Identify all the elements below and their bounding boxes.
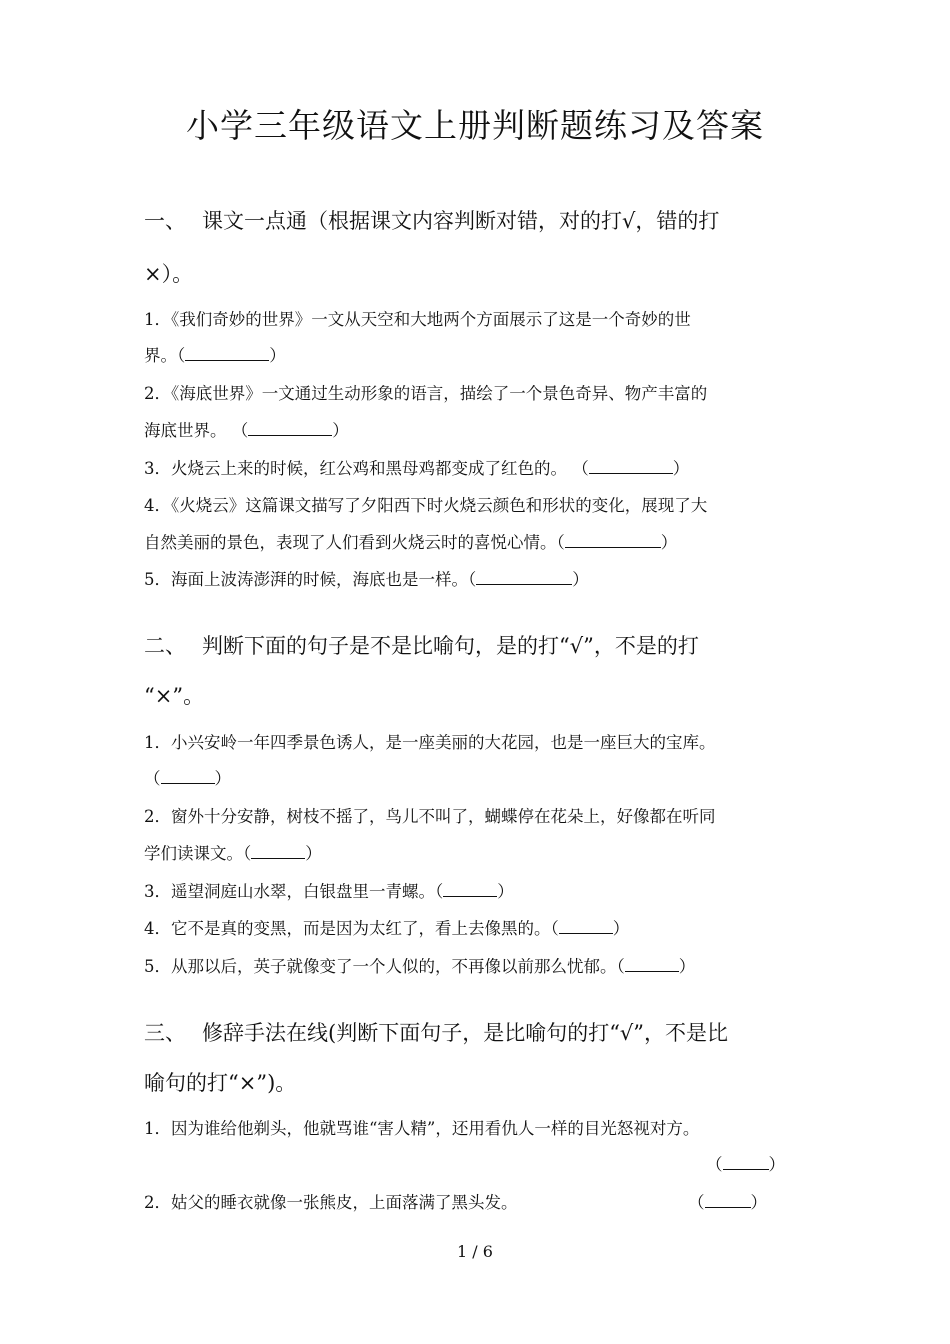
question-text: 4．《火烧云》这篇课文描写了夕阳西下时火烧云颜色和形状的变化，展现了大 — [144, 496, 708, 515]
section-heading-text: 判断下面的句子是不是比喻句，是的打“√”，不是的打 — [202, 634, 699, 658]
question-text: 4．它不是真的变黑，而是因为太红了，看上去像黑的。（ — [144, 919, 559, 938]
question-1-2-answer — [144, 419, 349, 443]
question-text: 3．遥望洞庭山水翠，白银盘里一青螺。（ — [144, 882, 444, 901]
question-2-5 — [144, 955, 695, 979]
answer-blank[interactable] — [248, 420, 332, 436]
question-text: 自然美丽的景色，表现了人们看到火烧云时的喜悦心情。（ — [144, 533, 565, 552]
section-heading-text: 修辞手法在线(判断下面句子，是比喻句的打“√”，不是比 — [202, 1021, 729, 1045]
answer-blank[interactable] — [443, 881, 497, 897]
question-1-2 — [144, 382, 707, 406]
section-number: 三、 — [144, 1021, 186, 1045]
question-text: ） — [678, 957, 696, 976]
question-text: （ — [706, 1155, 723, 1174]
question-2-1-answer — [144, 767, 231, 791]
question-text: ） — [269, 346, 286, 365]
page-indicator: 1 / 6 — [457, 1242, 493, 1261]
question-2-4 — [144, 917, 629, 941]
question-3-2 — [144, 1191, 518, 1215]
question-2-3 — [144, 880, 514, 904]
question-text: （ — [688, 1193, 705, 1212]
question-text: ） — [572, 570, 589, 589]
answer-blank[interactable] — [251, 843, 305, 859]
answer-blank[interactable] — [723, 1154, 769, 1170]
answer-blank[interactable] — [161, 768, 215, 784]
question-text: ） — [768, 1155, 785, 1174]
question-text: 2．《海底世界》一文通过生动形象的语言，描绘了一个景色奇异、物产丰富的 — [144, 384, 708, 403]
question-text: ） — [497, 882, 514, 901]
section-number: 一、 — [144, 209, 186, 233]
question-3-2-answer — [688, 1191, 767, 1215]
question-text: 2．窗外十分安静，树枝不摇了，鸟儿不叫了，蝴蝶停在花朵上，好像都在听同 — [144, 807, 716, 826]
question-2-1 — [144, 731, 716, 755]
section-heading-3-cont — [144, 1068, 814, 1098]
section-heading-2-cont — [144, 681, 814, 711]
question-text: ） — [672, 459, 690, 478]
answer-blank[interactable] — [705, 1192, 751, 1208]
question-1-4 — [144, 494, 707, 518]
question-1-5 — [144, 568, 589, 592]
question-text: ） — [332, 421, 349, 440]
answer-blank[interactable] — [476, 569, 572, 585]
section-heading-1-cont — [144, 259, 814, 289]
question-2-2-answer — [144, 842, 322, 866]
question-3-1-answer — [706, 1153, 785, 1177]
question-text: 5．海面上波涛澎湃的时候，海底也是一样。（ — [144, 570, 477, 589]
question-text: ） — [214, 769, 231, 788]
section-heading-1 — [144, 206, 814, 236]
section-number: 二、 — [144, 634, 186, 658]
section-heading-text: “×”。 — [144, 684, 205, 708]
question-text: 2．姑父的睡衣就像一张熊皮，上面落满了黑头发。 — [144, 1193, 518, 1212]
question-1-1-answer — [144, 344, 286, 368]
answer-blank[interactable] — [589, 458, 673, 474]
answer-blank[interactable] — [565, 532, 661, 548]
section-heading-text: 课文一点通（根据课文内容判断对错，对的打√，错的打 — [202, 209, 720, 233]
question-text: 3．火烧云上来的时候，红公鸡和黑母鸡都变成了红色的。 （ — [144, 459, 589, 478]
page-title: 小学三年级语文上册判断题练习及答案 — [186, 106, 764, 145]
question-text: 5．从那以后，英子就像变了一个人似的，不再像以前那么忧郁。（ — [144, 957, 625, 976]
section-heading-text: ×）。 — [144, 262, 194, 286]
question-text: 学们读课文。（ — [144, 844, 252, 863]
section-heading-text: 喻句的打“×”)。 — [144, 1071, 297, 1095]
question-2-2 — [144, 805, 716, 829]
answer-blank[interactable] — [185, 345, 269, 361]
question-text: ） — [660, 533, 678, 552]
question-3-1 — [144, 1117, 699, 1141]
question-1-1 — [144, 308, 691, 332]
answer-blank[interactable] — [559, 918, 613, 934]
question-1-4-answer — [144, 531, 677, 555]
question-text: ） — [612, 919, 630, 938]
question-text: 1．因为谁给他剃头，他就骂谁“害人精”，还用看仇人一样的目光怒视对方。 — [144, 1119, 700, 1138]
section-heading-3 — [144, 1018, 814, 1048]
question-text: （ — [144, 769, 161, 788]
question-text: ） — [305, 844, 322, 863]
question-text: ） — [750, 1193, 767, 1212]
section-heading-2 — [144, 631, 814, 661]
question-text: 海底世界。 （ — [144, 421, 249, 440]
question-1-3 — [144, 457, 689, 481]
question-text: 界。（ — [144, 346, 186, 365]
question-text: 1．《我们奇妙的世界》一文从天空和大地两个方面展示了这是一个奇妙的世 — [144, 310, 691, 329]
answer-blank[interactable] — [625, 956, 679, 972]
question-text: 1．小兴安岭一年四季景色诱人，是一座美丽的大花园，也是一座巨大的宝库。 — [144, 733, 716, 752]
